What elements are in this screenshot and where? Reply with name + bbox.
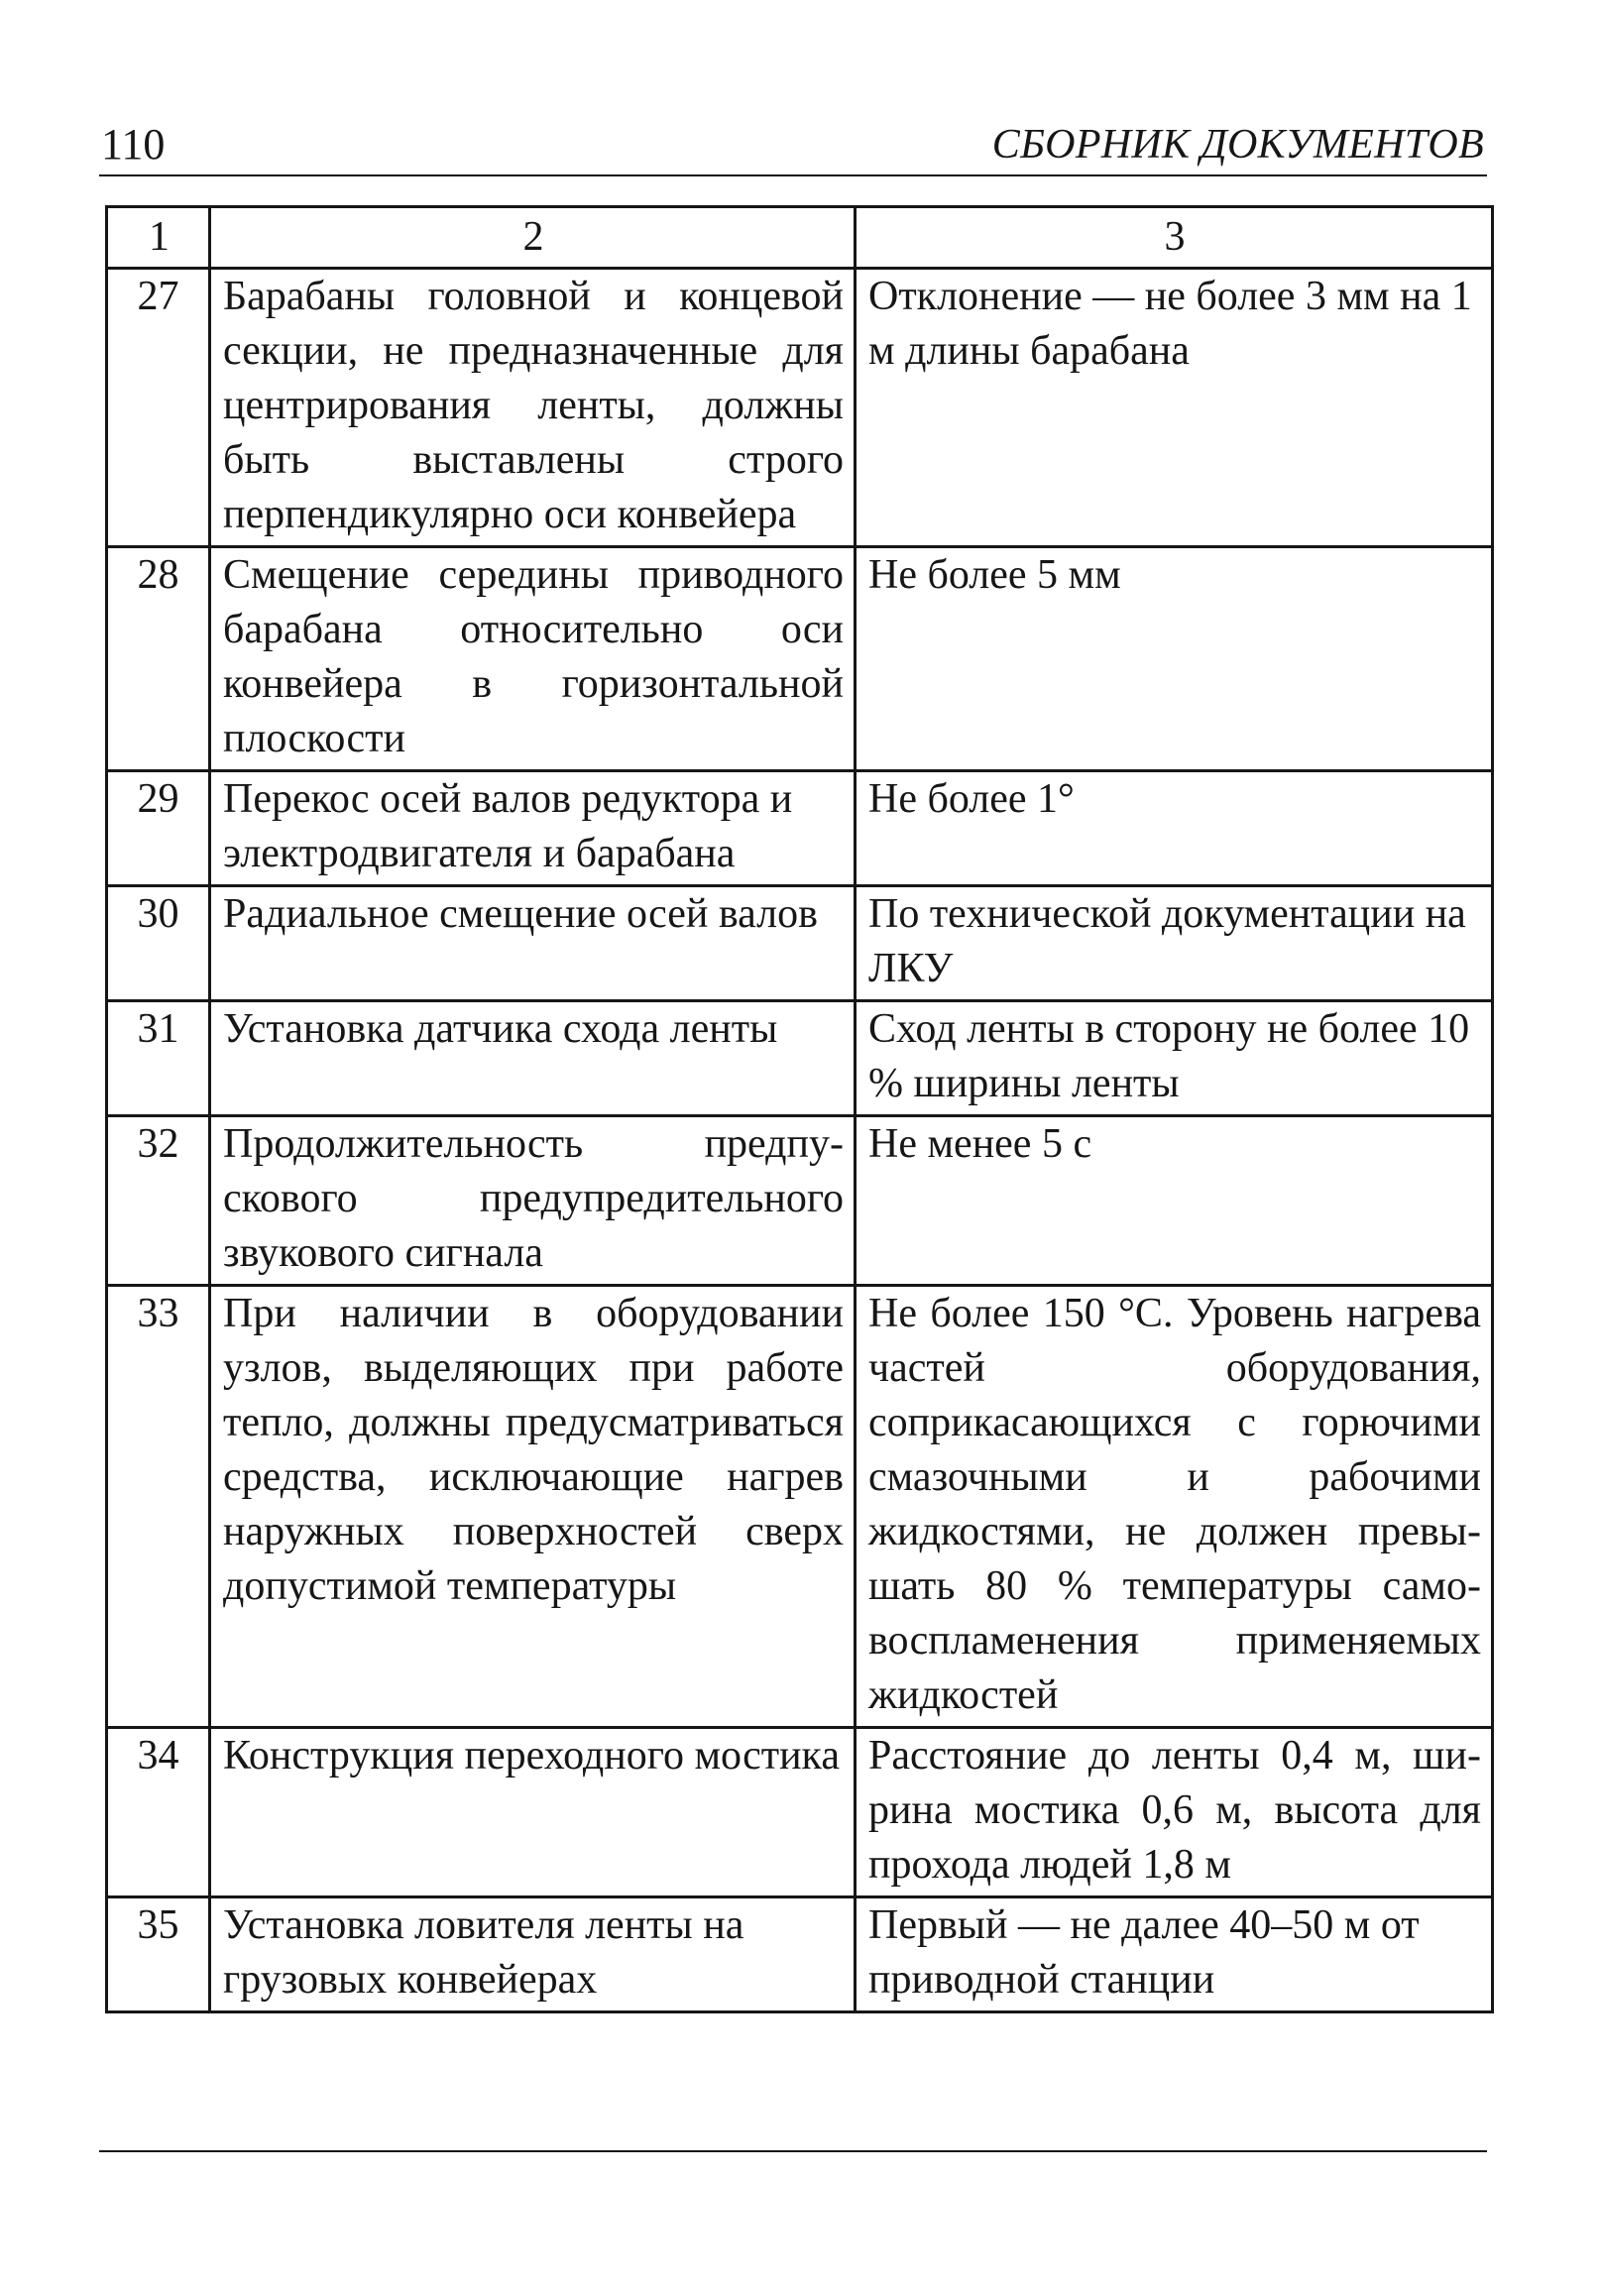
row-number: 32: [107, 1116, 210, 1286]
table-row: [107, 547, 1493, 771]
row-number: 27: [107, 269, 210, 547]
norm-cell: Не более 1°: [856, 771, 1493, 886]
table-row: [107, 1116, 1493, 1286]
requirement-cell: Продолжительность предпускового предупредительного звукового сигнала: [210, 1116, 856, 1286]
requirement-cell: Радиальное смещение осей валов: [210, 886, 856, 1001]
requirements-table: [105, 205, 1494, 2013]
running-title: СБОРНИК ДОКУМЕНТОВ: [991, 122, 1484, 168]
table-row: [107, 1001, 1493, 1116]
requirement-cell: Смещение середины приводного барабана относительно оси конвейера в горизонтальной плоскости: [210, 547, 856, 771]
norm-cell: Первый — не далее 40–50 м от приводной станции: [856, 1897, 1493, 2012]
table-row: [107, 771, 1493, 886]
requirement-cell: Установка ловителя ленты на грузовых конвейерах: [210, 1897, 856, 2012]
table-row: [107, 269, 1493, 547]
table-row: [107, 1286, 1493, 1728]
requirement-cell: Установка датчика схода ленты: [210, 1001, 856, 1116]
table-header-row: [107, 207, 1493, 269]
norm-cell: Отклонение — не более 3 мм на 1 м длины барабана: [856, 269, 1493, 547]
requirement-cell: Конструкция переходного мостика: [210, 1728, 856, 1897]
row-number: 35: [107, 1897, 210, 2012]
norm-cell: Не менее 5 с: [856, 1116, 1493, 1286]
norm-cell: Не более 5 мм: [856, 547, 1493, 771]
header-rule: [99, 174, 1487, 176]
row-number: 34: [107, 1728, 210, 1897]
requirement-cell: Перекос осей валов редуктора и электродвигателя и барабана: [210, 771, 856, 886]
norm-cell: По технической документации на ЛКУ: [856, 886, 1493, 1001]
row-number: 33: [107, 1286, 210, 1728]
norm-cell: Расстояние до ленты 0,4 м, ширина мостика 0,6 м, высота для прохода людей 1,8 м: [856, 1728, 1493, 1897]
requirement-cell: При наличии в оборудовании узлов, выделяющих при работе тепло, должны предусматриваться средства, исключающие нагрев наружных поверхностей сверх допустимой температуры: [210, 1286, 856, 1728]
table-row: [107, 886, 1493, 1001]
row-number: 31: [107, 1001, 210, 1116]
footer-rule: [99, 2150, 1487, 2152]
column-header: 2: [210, 207, 856, 269]
requirement-cell: Барабаны головной и концевой секции, не предназначенные для центрирования ленты, должны быть выставлены строго перпендикулярно оси конвейера: [210, 269, 856, 547]
row-number: 29: [107, 771, 210, 886]
page-number: 110: [101, 120, 166, 169]
column-header: 1: [107, 207, 210, 269]
norm-cell: Сход ленты в сторону не более 10 % ширины ленты: [856, 1001, 1493, 1116]
norm-cell: Не более 150 °С. Уровень нагрева частей оборудования, соприкасающихся с горючими смазочными и рабочими жидкостями, не должен превышать 80 % температуры самовоспламенения применяемых жидкостей: [856, 1286, 1493, 1728]
row-number: 28: [107, 547, 210, 771]
table-row: [107, 1728, 1493, 1897]
table-row: [107, 1897, 1493, 2012]
row-number: 30: [107, 886, 210, 1001]
column-header: 3: [856, 207, 1493, 269]
